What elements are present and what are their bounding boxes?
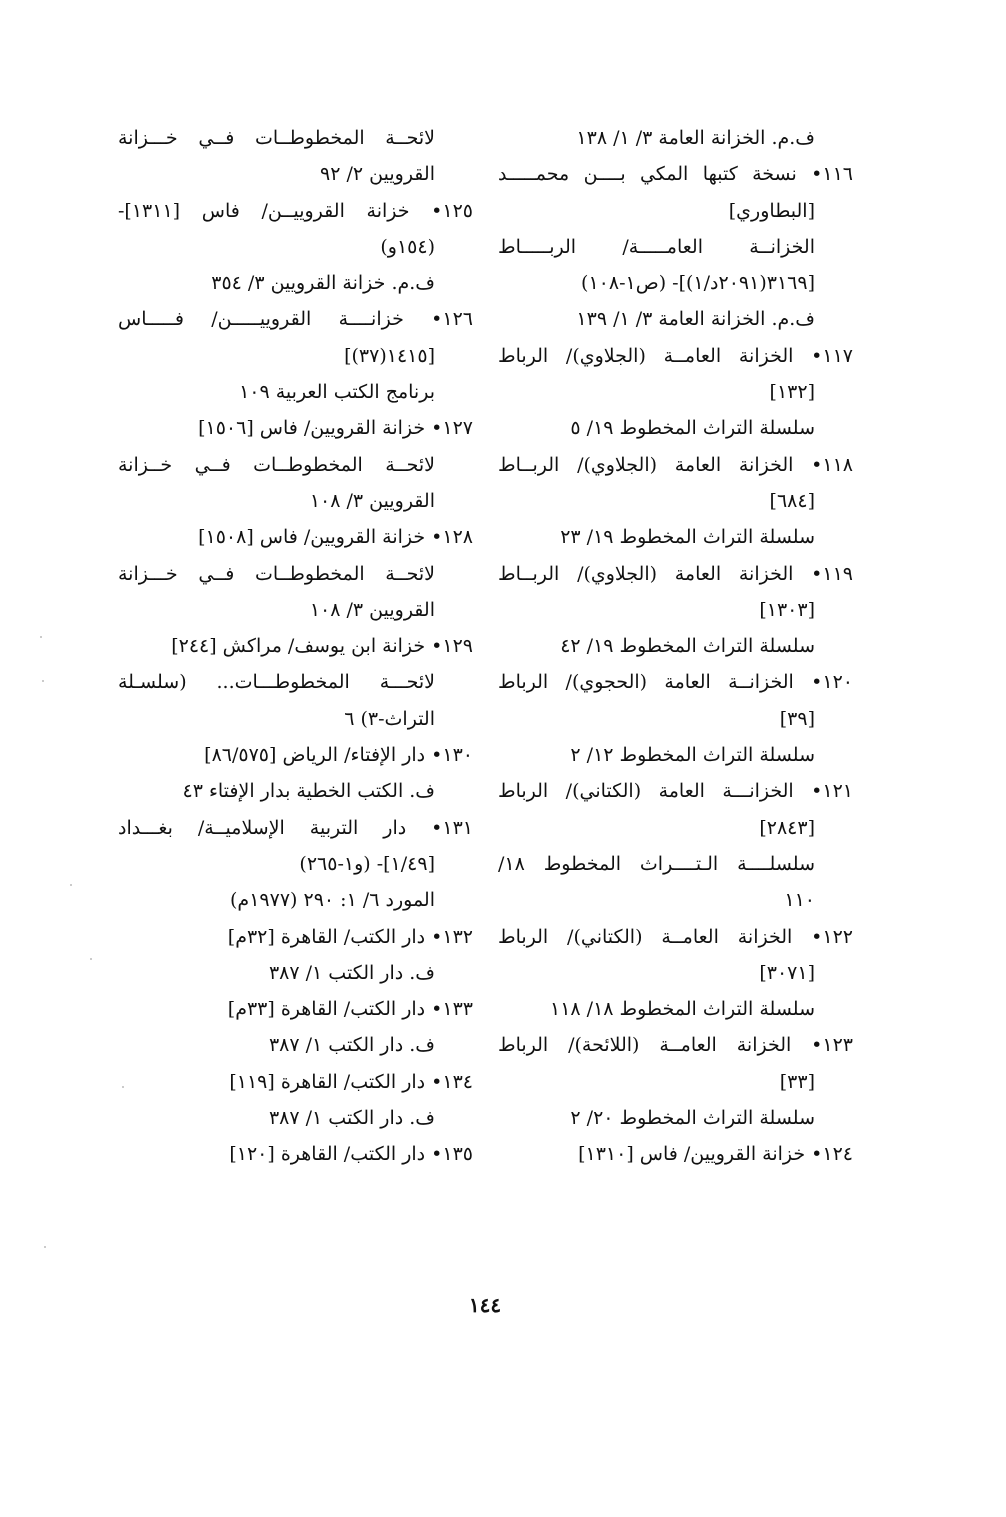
right-column-line: ١١٦• نسخة كتبها المكي بــــن محمـــــد bbox=[498, 163, 853, 186]
left-column-line: ف. دار الكتب ١/ ٣٨٧ bbox=[268, 1034, 435, 1057]
right-column-line: [٣٩] bbox=[779, 707, 815, 730]
right-column-line: ١١٧• الخزانة العامــة (الجلاوي)/ الرباط bbox=[498, 344, 853, 367]
scan-speck bbox=[90, 958, 92, 960]
left-column-line: المورد ٦/ ١: ٢٩٠ (١٩٧٧م) bbox=[230, 889, 435, 912]
right-column-line: ١٢٤• خزانة القرويين/ فاس [١٣١٠] bbox=[578, 1143, 853, 1166]
left-column-line: ١٢٥• خزانة القروييــن/ فاس [١٣١١]- bbox=[118, 199, 473, 222]
right-column-line: [٦٨٤] bbox=[769, 489, 815, 512]
left-column-line: ١٢٨• خزانة القرويين/ فاس [١٥٠٨] bbox=[198, 526, 473, 549]
left-column-line: ١٣٣• دار الكتب/ القاهرة [٣٣م] bbox=[227, 998, 473, 1021]
left-column-line: القرويين ٣/ ١٠٨ bbox=[309, 598, 435, 621]
page-number: ١٤٤ bbox=[468, 1293, 502, 1317]
left-column-line: القرويين ٢/ ٩٢ bbox=[320, 163, 435, 186]
right-column-line: الخزانــة العامـــــة/ الربـــــاط bbox=[498, 235, 815, 258]
left-column-line: ١٢٧• خزانة القرويين/ فاس [١٥٠٦] bbox=[198, 417, 473, 440]
right-column-line: ١٢٣• الخزانة العامــة (اللائحة)/ الرباط bbox=[498, 1034, 853, 1057]
right-column-line: [٣١٦٩(٢٠٩١د/١)]- (ص١-١٠٨) bbox=[581, 272, 815, 295]
scan-speck bbox=[44, 1246, 46, 1248]
left-column-line: لائحــة المخطوطــات فــي خـــزانة bbox=[118, 562, 435, 585]
scan-speck bbox=[122, 1086, 124, 1088]
right-column-line: ف.م. الخزانة العامة ٣/ ١/ ١٣٩ bbox=[576, 308, 815, 331]
right-column-line: [٣٣] bbox=[779, 1070, 815, 1093]
right-column-line: ١٢٢• الخزانة العامــة (الكتاني)/ الرباط bbox=[498, 925, 853, 948]
scan-speck bbox=[42, 680, 44, 682]
right-column-line: سلسلة التراث المخطوط ١٢/ ٢ bbox=[570, 744, 815, 767]
left-column-line: ١٣١• دار التربية الإسلاميــة/ بغـــداد bbox=[118, 816, 473, 839]
right-column-line: سلسلة التراث المخطوط ١٩/ ٥ bbox=[570, 417, 815, 440]
right-column-line: سلسلــــة الـتــــراث المخطوط ١٨/ bbox=[498, 852, 815, 875]
left-column-line: برنامج الكتب العربية ١٠٩ bbox=[239, 381, 435, 404]
right-column-line: ف.م. الخزانة العامة ٣/ ١/ ١٣٨ bbox=[576, 127, 815, 149]
right-column-line: ١١٨• الخزانة العامة (الجلاوي)/ الربــاط bbox=[498, 453, 853, 476]
right-column-line: سلسلة التراث المخطوط ٢٠/ ٢ bbox=[570, 1107, 815, 1130]
left-column-line: التراث-٣) ٦ bbox=[344, 707, 435, 730]
left-column-line: ١٣٤• دار الكتب/ القاهرة [١١٩] bbox=[229, 1070, 473, 1093]
right-column-line: سلسلة التراث المخطوط ١٨/ ١١٨ bbox=[550, 998, 815, 1021]
left-column-line: ١٢٩• خزانة ابن يوسف/ مراكش [٢٤٤] bbox=[171, 635, 473, 658]
left-column bbox=[118, 120, 473, 1173]
left-column-line: ١٣٢• دار الكتب/ القاهرة [٣٢م] bbox=[227, 925, 473, 948]
right-column-line: ١١٩• الخزانة العامة (الجلاوي)/ الربــاط bbox=[498, 562, 853, 585]
left-column-line: ف. الكتب الخطية بدار الإفتاء ٤٣ bbox=[182, 780, 435, 803]
left-column-line: ١٣٥• دار الكتب/ القاهرة [١٢٠] bbox=[229, 1143, 473, 1166]
right-column-line: ١٢٠• الخزانــة العامة (الحجوي)/ الرباط bbox=[498, 671, 853, 694]
right-column-line: [١٣٢] bbox=[769, 381, 815, 404]
left-column-line: لائحــة المخطوطــات فــي خــزانة bbox=[118, 453, 435, 476]
left-column-line: ف.م. خزانة القرويين ٣/ ٣٥٤ bbox=[211, 272, 435, 295]
left-column-line: لائحـــة المخطوطـــات... (سلسـلة bbox=[118, 671, 435, 694]
left-column-line: ١٢٦• خزانــــة القروييـــــن/ فـــــاس bbox=[118, 308, 473, 331]
scan-speck bbox=[70, 884, 72, 886]
right-column-line: [١٣٠٣] bbox=[759, 598, 815, 621]
right-column-line: [٢٨٤٣] bbox=[759, 816, 815, 839]
right-column-line: سلسلة التراث المخطوط ١٩/ ٢٣ bbox=[560, 526, 815, 549]
right-column-line: [٣٠٧١] bbox=[759, 961, 815, 984]
left-column-line: القرويين ٣/ ١٠٨ bbox=[309, 489, 435, 512]
left-column-line: ١٣٠• دار الإفتاء/ الرياض [٨٦/٥٧٥] bbox=[204, 744, 473, 767]
left-column-line: ف. دار الكتب ١/ ٣٨٧ bbox=[268, 1107, 435, 1130]
scan-speck bbox=[40, 636, 42, 638]
left-column-line: [١٤١٥(٣٧)] bbox=[344, 344, 435, 367]
right-column-line: ١٢١• الخزانـــة العامة (الكتاني)/ الرباط bbox=[498, 780, 853, 803]
left-column-line: [١/٤٩]- (و١-٢٦٥) bbox=[299, 852, 435, 875]
right-column-line: ١١٠ bbox=[784, 889, 815, 912]
left-column-line: لائحــة المخطوطــات فــي خـــزانة bbox=[118, 127, 435, 149]
right-column bbox=[498, 120, 853, 1173]
right-column-line: سلسلة التراث المخطوط ١٩/ ٤٢ bbox=[560, 635, 815, 658]
right-column-line: [البطاوري] bbox=[728, 199, 815, 222]
left-column-line: (١٥٤و) bbox=[380, 235, 435, 258]
left-column-line: ف. دار الكتب ١/ ٣٨٧ bbox=[268, 961, 435, 984]
